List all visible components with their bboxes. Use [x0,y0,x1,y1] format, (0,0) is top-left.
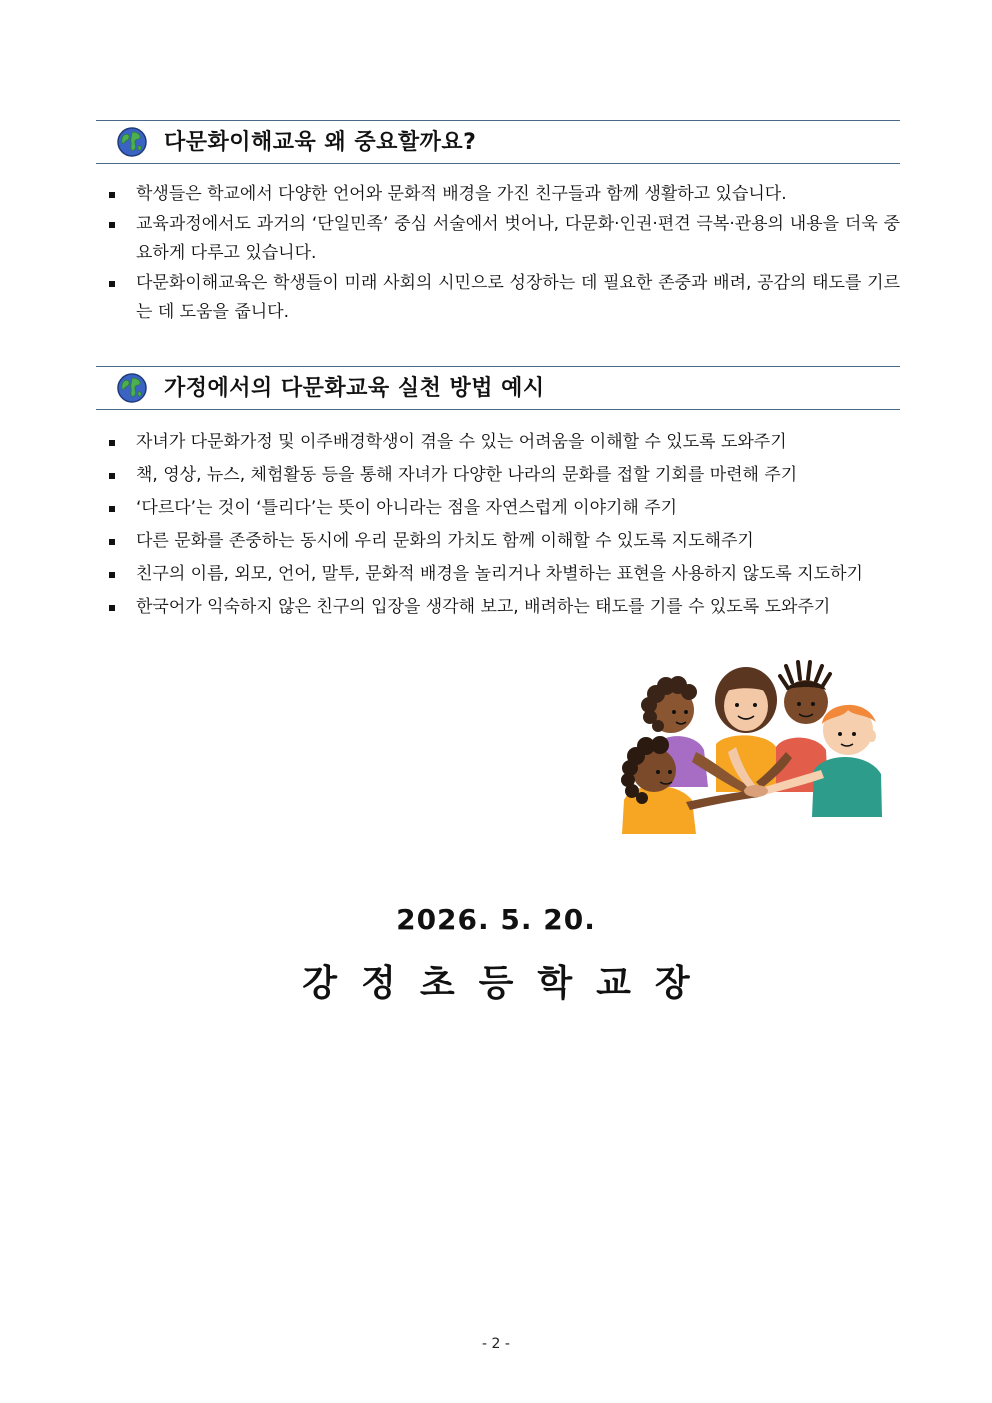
list-item [96,269,900,328]
section-home-practice [96,366,900,624]
section-why-important [96,120,900,328]
globe-icon [116,372,148,404]
list-item-text: 다문화이해교육은 학생들이 미래 사회의 시민으로 성장하는 데 필요한 존중과 배려, 공감의 태도를 기르는 데 도움을 줍니다. [136,272,900,322]
list-item [96,591,900,624]
list-item-text: 다른 문화를 존중하는 동시에 우리 문화의 가치도 함께 이해할 수 있도록 지도해주기 [136,531,754,551]
bullet-icon [109,572,115,578]
bullet-list [96,426,900,624]
section-title: 가정에서의 다문화교육 실천 방법 예시 [164,376,545,401]
bullet-icon [109,440,115,446]
bullet-icon [109,222,115,228]
page-number: - 2 - [482,1336,510,1352]
list-item [96,558,900,591]
list-item [96,525,900,558]
list-item [96,210,900,269]
section-header [96,120,900,164]
list-item [96,426,900,459]
section-header [96,366,900,410]
list-item-text: 학생들은 학교에서 다양한 언어와 문화적 배경을 가진 친구들과 함께 생활하고 있습니다. [136,184,787,204]
bullet-list [96,180,900,328]
list-item-text: 한국어가 익숙하지 않은 친구의 입장을 생각해 보고, 배려하는 태도를 기를 수 있도록 도와주기 [136,597,831,617]
bullet-icon [109,539,115,545]
list-item-text: 자녀가 다문화가정 및 이주배경학생이 겪을 수 있는 어려움을 이해할 수 있도록 도와주기 [136,432,787,452]
globe-icon [116,126,148,158]
principal-signature: 강정초등학교장 [302,963,714,1004]
bullet-icon [109,473,115,479]
list-item [96,459,900,492]
list-item [96,180,900,210]
list-item-text: 책, 영상, 뉴스, 체험활동 등을 통해 자녀가 다양한 나라의 문화를 접할 기회를 마련해 주기 [136,465,798,485]
list-item-text: 교육과정에서도 과거의 ‘단일민족’ 중심 서술에서 벗어나, 다문화·인권·편견 극복·관용의 내용을 더욱 중요하게 다루고 있습니다. [136,213,900,263]
list-item-text: 친구의 이름, 외모, 언어, 말투, 문화적 배경을 놀리거나 차별하는 표현을 사용하지 않도록 지도하기 [136,564,863,584]
section-title: 다문화이해교육 왜 중요할까요? [164,130,477,155]
children-hands-together-illustration [616,652,886,834]
bullet-icon [109,192,115,198]
list-item [96,492,900,525]
bullet-icon [109,281,115,287]
document-date: 2026. 5. 20. [396,903,596,936]
bullet-icon [109,506,115,512]
list-item-text: ‘다르다’는 것이 ‘틀리다’는 뜻이 아니라는 점을 자연스럽게 이야기해 주기 [136,498,678,518]
bullet-icon [109,605,115,611]
